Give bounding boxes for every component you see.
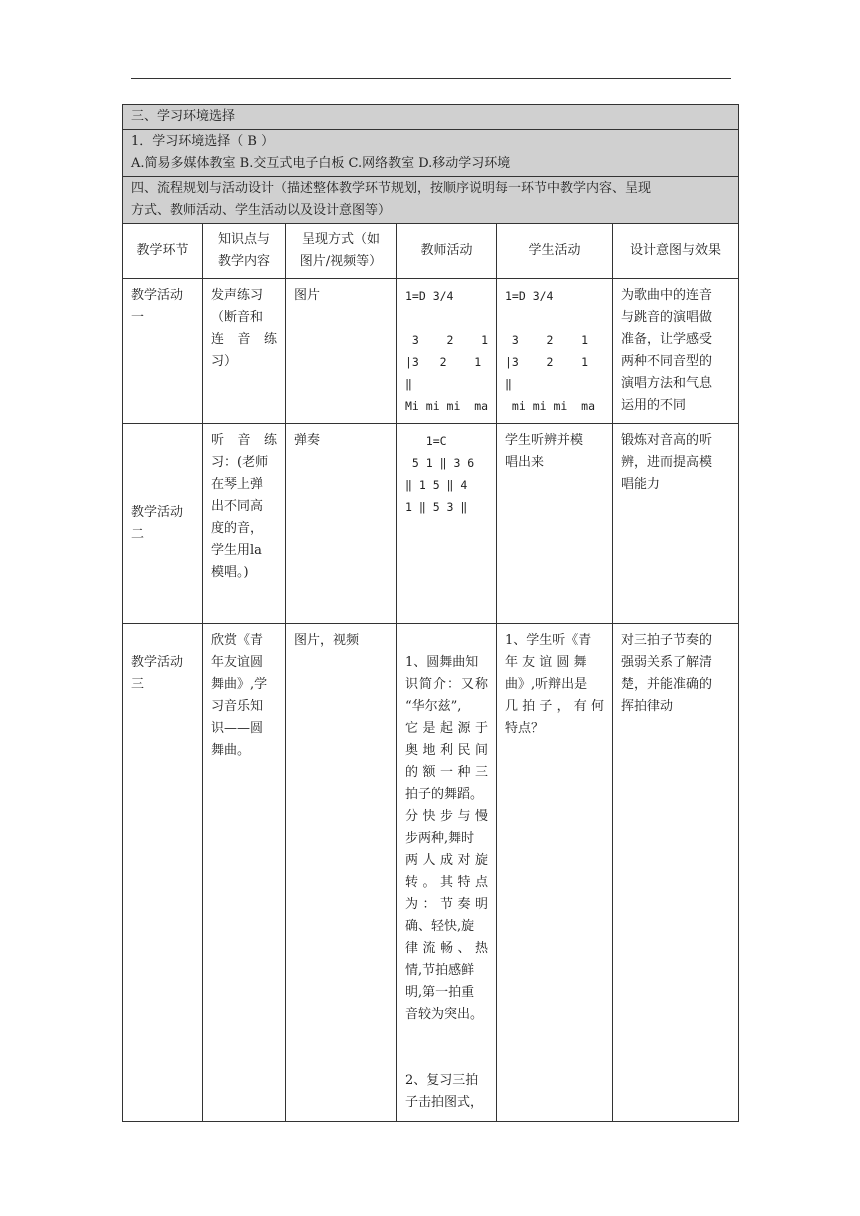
row2-present: 弹奏 [286,424,397,624]
row1-step-l2: 一 [131,310,145,325]
row1-student-line: 1=D 3/4 [505,289,554,303]
section4-title-line2: 方式、教师活动、学生活动以及设计意图等） [131,203,392,218]
row1-teacher-line: Mi mi mi ma [405,399,489,413]
row3-teacher-line: 明,第一拍重 [405,985,475,1000]
row1-knowledge-line: 发声练习 [211,288,264,303]
row1-knowledge-line: 习） [211,354,238,369]
header-rule [131,78,731,79]
row3-student-line: 曲》,听辩出是 [505,677,588,692]
row1-student-line [505,307,604,329]
row3-teacher-line: 律流畅、热 [405,941,488,956]
row1-knowledge-line: 连 音 练 [211,332,277,347]
row2-knowledge-line: 在琴上弹 [211,477,264,492]
row1-student-line: 3 2 1 [505,333,589,347]
row2-knowledge-line: 学生用la [211,543,262,558]
header-student: 学生活动 [497,224,613,279]
row3-teacher-line: 分快步与慢 [405,809,488,824]
row3-design-line: 强弱关系了解清 [621,655,713,670]
header-teacher: 教师活动 [397,224,497,279]
row2-design-line: 锻炼对音高的听 [621,433,713,448]
row3-knowledge-line: 习音乐知 [211,699,264,714]
row3-teacher-line: 情,节拍感鲜 [405,963,475,978]
row2-teacher-line: 1=C [405,434,447,448]
environment-choice: 1．学习环境选择（ B ） [131,134,275,149]
row1-teacher-line: |3 2 1 [405,355,482,369]
row3-present: 图片，视频 [286,624,397,1122]
row2-step-l1: 教学活动 [131,504,184,520]
row3-step-l2: 三 [131,677,145,692]
row1-teacher-line: ‖ [405,377,412,391]
row3-teacher-line: 1、圆舞曲知 [405,655,479,670]
row3-design-line: 对三拍子节奏的 [621,633,713,648]
row3-teacher-line: 子击拍图式， [405,1095,484,1110]
row3-knowledge-line: 识——圆 [211,721,264,736]
header-present-l1: 呈现方式（如 [301,232,380,247]
table-row [123,424,739,624]
row3-student-line: 1、学生听《青 [505,633,592,648]
header-step: 教学环节 [123,224,203,279]
row3-teacher-line: 两人成对旋 [405,853,488,868]
row1-design-line: 演唱方法和气息 [621,376,713,391]
row2-design-line: 辨，进而提高模 [621,455,713,470]
row3-teacher-line: 奥地利民间 [405,743,488,758]
row3-student-line: 几拍子，有何 [505,699,604,714]
section3-title: 三、学习环境选择 [123,105,739,130]
row3-teacher-line: 的额一种三 [405,765,488,780]
lesson-plan-table [122,104,739,1122]
row3-step-l1: 教学活动 [131,655,184,670]
row3-teacher-line: 它是起源于 [405,721,488,736]
row2-teacher-line: 5 1 ‖ 3 6 [405,456,475,470]
row2-design-line: 唱能力 [621,477,661,492]
row2-step-l2: 二 [131,526,145,542]
row2-knowledge-line: 出不同高 [211,499,264,514]
row3-teacher-line: 步两种,舞时 [405,831,475,846]
row3-teacher-line: 拍子的舞蹈。 [405,787,484,802]
row3-knowledge-line: 年友谊圆 [211,655,264,670]
row1-knowledge-line: （断音和 [211,310,264,325]
row3-teacher-line [405,1048,488,1070]
row2-teacher-line: ‖ 1 5 ‖ 4 [405,478,468,492]
row1-teacher-line: 1=D 3/4 [405,289,454,303]
header-knowledge-l1: 知识点与 [217,232,270,247]
row3-design-line: 楚，并能准确的 [621,677,713,692]
section3-title-row [123,105,739,130]
row3-knowledge-line: 舞曲。 [211,743,251,758]
row1-student-line: mi mi mi ma [505,399,596,413]
row2-knowledge-line: 听 音 练 [211,433,277,448]
row2-student-line: 唱出来 [505,455,545,470]
row3-teacher-line: 确、轻快,旋 [405,919,475,934]
row1-student-line: |3 2 1 [505,355,589,369]
row3-teacher-line [405,1026,488,1048]
row2-knowledge-line: 模唱。) [211,565,249,580]
header-design: 设计意图与效果 [613,224,739,279]
column-header-row [123,224,739,279]
row2-knowledge-line: 习：(老师 [211,455,269,470]
row2-teacher-line: 1 ‖ 5 3 ‖ [405,500,468,514]
row1-design-line: 准备，让学感受 [621,332,713,347]
row3-design-line: 挥拍律动 [621,699,674,714]
row3-teacher-line: “华尔兹”, [405,699,462,714]
table-row [123,279,739,424]
row1-student-line: ‖ [505,377,512,391]
row3-teacher-line: 音较为突出。 [405,1007,484,1022]
row1-teacher-line: 3 2 1 [405,333,489,347]
header-present-l2: 图片/视频等） [299,254,383,269]
row1-teacher-line [405,307,488,329]
row3-knowledge-line: 欣赏《青 [211,633,264,648]
row1-present: 图片 [286,279,397,424]
row3-student-line: 年 友 谊 圆 舞 [505,655,587,670]
row3-teacher-line: 转。其特点 [405,875,488,890]
section4-title-row [123,177,739,224]
environment-options: A.简易多媒体教室 B.交互式电子白板 C.网络教室 D.移动学习环境 [131,156,511,171]
row3-teacher-line: 为：节奏明 [405,897,488,912]
header-knowledge-l2: 教学内容 [217,254,270,269]
row3-teacher-line: 2、复习三拍 [405,1073,479,1088]
row1-design-line: 运用的不同 [621,398,687,413]
row3-student-line: 特点？ [505,721,545,736]
table-row [123,624,739,1122]
row3-teacher-line: 识简介：又称 [405,677,488,692]
row1-design-line: 为歌曲中的连音 [621,288,713,303]
row2-knowledge-line: 度的音， [211,521,264,536]
row3-knowledge-line: 舞曲》,学 [211,677,268,692]
section3-choice-row [123,130,739,177]
row1-step-l1: 教学活动 [131,288,184,303]
row2-student-line: 学生听辨并模 [505,433,584,448]
row1-design-line: 与跳音的演唱做 [621,310,713,325]
section4-title-line1: 四、流程规划与活动设计（描述整体教学环节规划，按顺序说明每一环节中教学内容、呈现 [131,181,652,196]
row1-design-line: 两种不同音型的 [621,354,713,369]
